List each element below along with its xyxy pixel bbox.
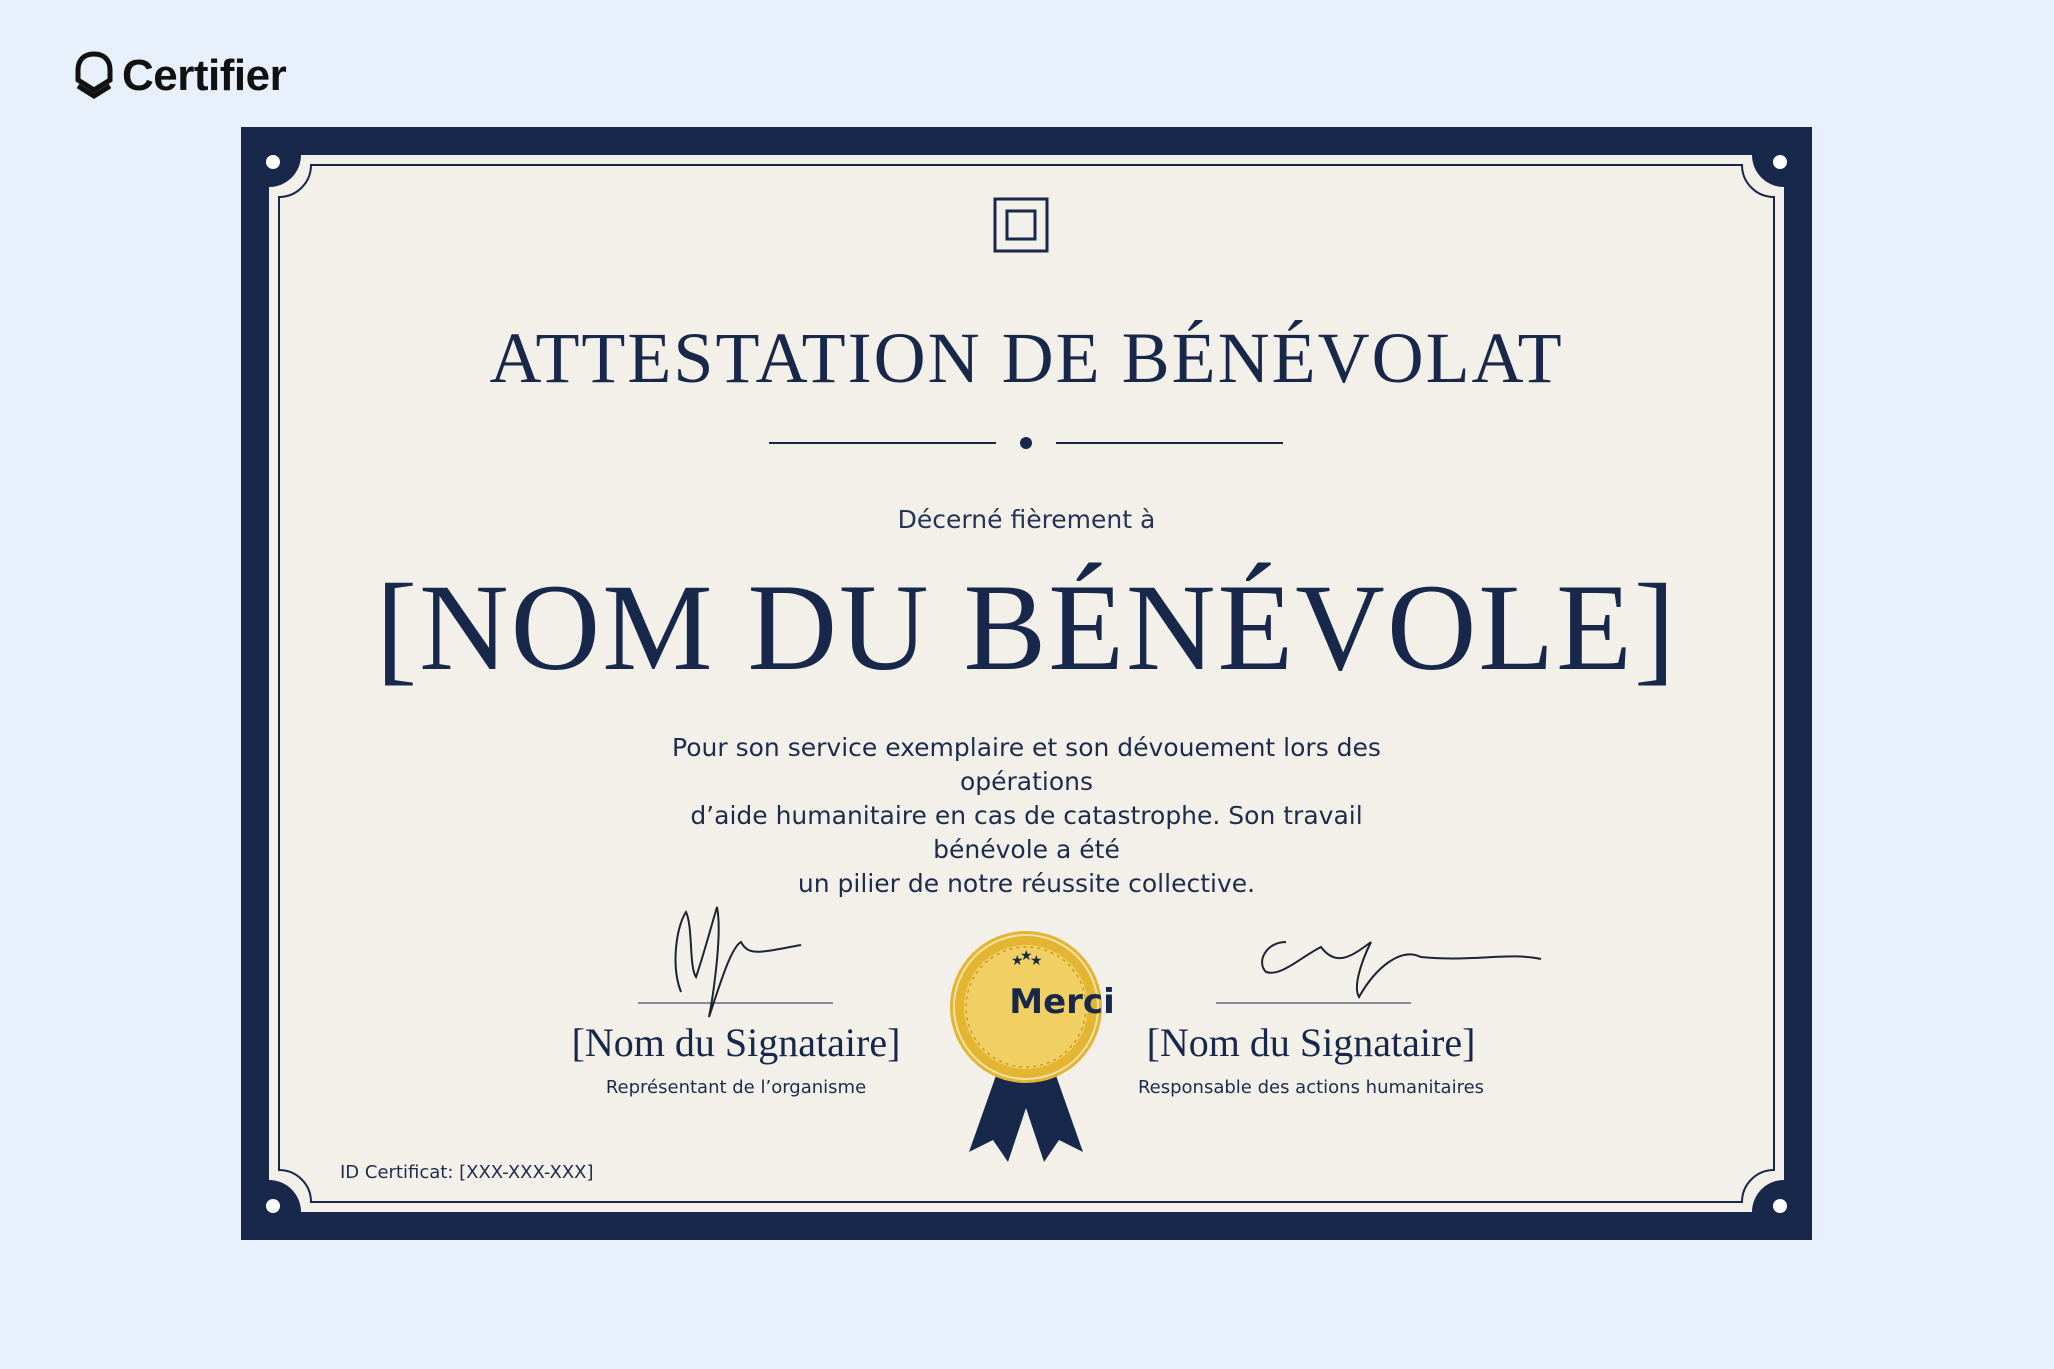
certificate-description xyxy=(671,731,1382,901)
signatory-left-name: [Nom du Signataire] xyxy=(571,1020,901,1065)
certificate-content xyxy=(241,127,1812,1240)
seal-label: Merci xyxy=(1009,982,1115,1022)
description-line: d’aide humanitaire en cas de catastrophe. Son travail bénévole a été xyxy=(690,801,1363,864)
brand-logo xyxy=(74,50,286,102)
brand-name: Certifier xyxy=(122,51,287,100)
description-line: Pour son service exemplaire et son dévouement lors des opérations xyxy=(672,733,1381,796)
signatory-right-role: Responsable des actions humanitaires xyxy=(1137,1077,1485,1098)
certificate-title: ATTESTATION DE BÉNÉVOLAT xyxy=(489,318,1564,398)
svg-text:★: ★ xyxy=(1011,953,1024,969)
svg-text:★: ★ xyxy=(1030,953,1043,969)
signatory-right-name: [Nom du Signataire] xyxy=(1146,1020,1476,1065)
recipient-name: [NOM DU BÉNÉVOLE] xyxy=(375,559,1678,696)
description-line: un pilier de notre réussite collective. xyxy=(797,869,1256,898)
certificate-subtitle: Décerné fièrement à xyxy=(897,505,1156,534)
certifier-logo-icon xyxy=(74,50,114,102)
certificate xyxy=(241,127,1812,1240)
certificate-id: ID Certificat: [XXX-XXX-XXX] xyxy=(340,1162,594,1183)
svg-text:★: ★ xyxy=(1020,948,1033,964)
signatory-left-role: Représentant de l’organisme xyxy=(605,1077,867,1098)
